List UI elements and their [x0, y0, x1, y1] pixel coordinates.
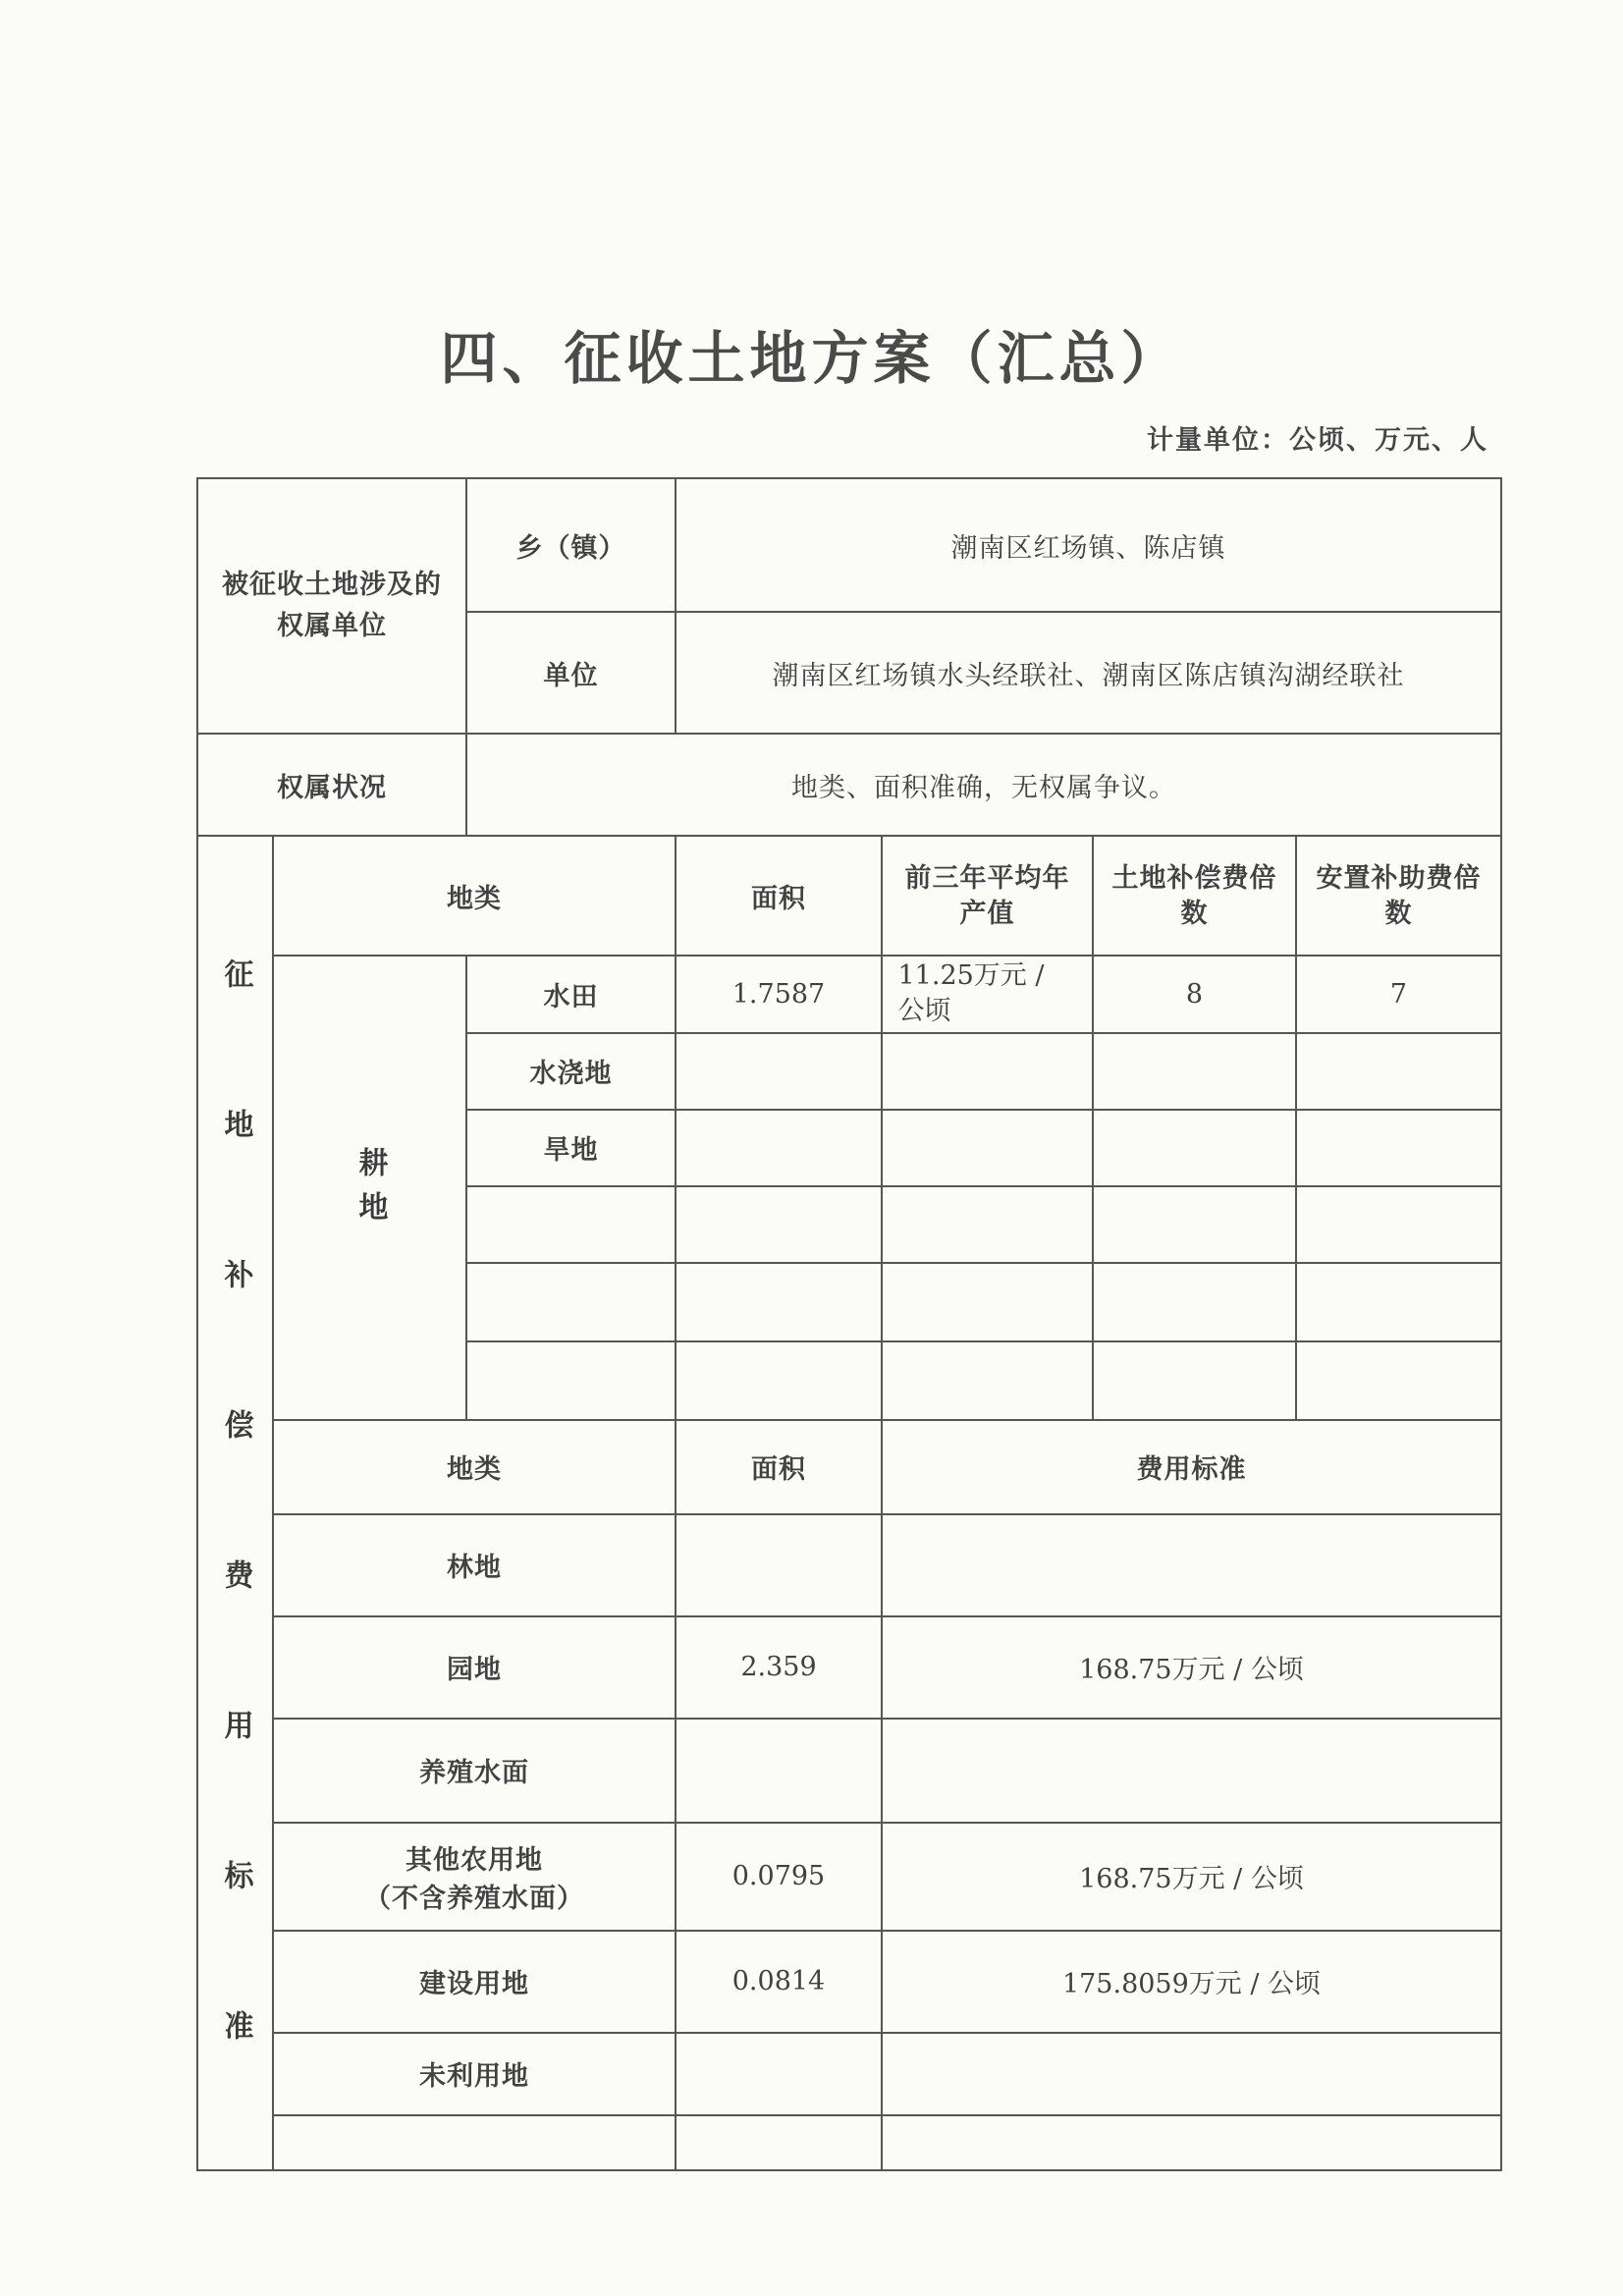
table-row [197, 2115, 1501, 2170]
header-area: 面积 [676, 836, 882, 956]
fee-standard-cell: 175.8059万元 / 公顷 [882, 1931, 1501, 2033]
resettle-multiple-cell [1296, 1263, 1501, 1341]
table-row [197, 1420, 1501, 1514]
area-cell: 1.7587 [676, 956, 882, 1033]
ownership-affected-label-text: 被征收土地涉及的权属单位 [222, 570, 442, 640]
land-type-text: 其他农用地 [406, 1844, 543, 1875]
land-acquisition-table [196, 477, 1502, 2171]
table-row [197, 1931, 1501, 2033]
land-type-cell [466, 1186, 676, 1263]
table-row [197, 1616, 1501, 1719]
land-comp-multiple-cell [1093, 1186, 1296, 1263]
table-row [197, 2033, 1501, 2115]
fee-standard-cell [882, 2033, 1501, 2115]
area-cell [676, 2115, 882, 2170]
fee-standard-cell [882, 2115, 1501, 2170]
header2-area: 面积 [676, 1420, 882, 1514]
avg-output-text: 11.25万元 / 公顷 [897, 960, 1045, 1027]
unit-value: 潮南区红场镇水头经联社、潮南区陈店镇沟湖经联社 [676, 612, 1501, 734]
table-row [197, 1719, 1501, 1823]
resettle-multiple-cell [1296, 1110, 1501, 1186]
header-avg-output [882, 836, 1093, 956]
land-type-cell [273, 1719, 676, 1823]
land-comp-multiple-cell [1093, 1033, 1296, 1110]
land-type-cell [273, 2115, 676, 2170]
table-row [197, 734, 1501, 836]
area-cell [676, 1341, 882, 1420]
land-type-cell [273, 1931, 676, 2033]
area-cell [676, 1033, 882, 1110]
land-type-text: 园地 [447, 1655, 502, 1685]
header-avg-output-text: 前三年平均年产值 [904, 862, 1070, 928]
table-row [197, 1823, 1501, 1931]
header2-land-type: 地类 [273, 1420, 676, 1514]
land-type-cell [273, 1616, 676, 1719]
header2-fee-standard: 费用标准 [882, 1420, 1501, 1514]
resettle-multiple-cell: 7 [1296, 956, 1501, 1033]
cultivated-group-label-text: 耕地 [353, 1147, 387, 1236]
table-row [197, 956, 1501, 1033]
page-title: 四、征收土地方案（汇总） [440, 327, 1183, 391]
land-type-cell [466, 1263, 676, 1341]
land-type-cell [273, 1823, 676, 1931]
ownership-status-value: 地类、面积准确，无权属争议。 [466, 734, 1501, 836]
header-resettle-multiple-text: 安置补助费倍数 [1316, 862, 1482, 928]
table-row [197, 1514, 1501, 1616]
header-land-comp-multiple-text: 土地补偿费倍数 [1111, 862, 1277, 928]
township-label: 乡（镇） [466, 478, 676, 612]
compensation-side-label-text: 征地补偿费用标准 [219, 958, 252, 2161]
resettle-multiple-cell [1296, 1341, 1501, 1420]
land-type-cell [466, 1341, 676, 1420]
unit-label: 单位 [466, 612, 676, 734]
avg-output-cell [882, 1033, 1093, 1110]
land-type-cell [273, 1514, 676, 1616]
land-type-cell: 水浇地 [466, 1033, 676, 1110]
avg-output-cell [882, 956, 1093, 1033]
township-value: 潮南区红场镇、陈店镇 [676, 478, 1501, 612]
fee-standard-cell [882, 1514, 1501, 1616]
land-comp-multiple-cell [1093, 1263, 1296, 1341]
fee-standard-cell: 168.75万元 / 公顷 [882, 1616, 1501, 1719]
compensation-side-label [197, 836, 273, 2170]
table-row [197, 478, 1501, 612]
land-type-cell: 水田 [466, 956, 676, 1033]
area-cell [676, 2033, 882, 2115]
avg-output-cell [882, 1110, 1093, 1186]
fee-standard-cell: 168.75万元 / 公顷 [882, 1823, 1501, 1931]
area-cell [676, 1263, 882, 1341]
cultivated-group-label [273, 956, 466, 1420]
land-type-cell: 旱地 [466, 1110, 676, 1186]
avg-output-cell [882, 1186, 1093, 1263]
ownership-affected-label [197, 478, 466, 734]
land-type-text-line2: （不含养殖水面） [364, 1883, 584, 1913]
ownership-status-label: 权属状况 [197, 734, 466, 836]
resettle-multiple-cell [1296, 1186, 1501, 1263]
area-cell [676, 1186, 882, 1263]
avg-output-cell [882, 1263, 1093, 1341]
header-resettle-multiple [1296, 836, 1501, 956]
area-cell: 0.0795 [676, 1823, 882, 1931]
area-cell: 0.0814 [676, 1931, 882, 2033]
header-land-type: 地类 [273, 836, 676, 956]
land-type-text: 养殖水面 [419, 1758, 529, 1788]
land-type-text: 林地 [447, 1553, 502, 1583]
land-type-text: 未利用地 [419, 2061, 529, 2092]
resettle-multiple-cell [1296, 1033, 1501, 1110]
land-type-text: 建设用地 [419, 1969, 529, 1999]
fee-standard-cell [882, 1719, 1501, 1823]
area-cell [676, 1110, 882, 1186]
area-cell [676, 1514, 882, 1616]
land-type-cell [273, 2033, 676, 2115]
header-land-comp-multiple [1093, 836, 1296, 956]
measurement-unit-note: 计量单位：公顷、万元、人 [1147, 425, 1488, 455]
land-comp-multiple-cell: 8 [1093, 956, 1296, 1033]
area-cell [676, 1719, 882, 1823]
land-comp-multiple-cell [1093, 1110, 1296, 1186]
land-comp-multiple-cell [1093, 1341, 1296, 1420]
avg-output-cell [882, 1341, 1093, 1420]
table-row [197, 836, 1501, 956]
area-cell: 2.359 [676, 1616, 882, 1719]
